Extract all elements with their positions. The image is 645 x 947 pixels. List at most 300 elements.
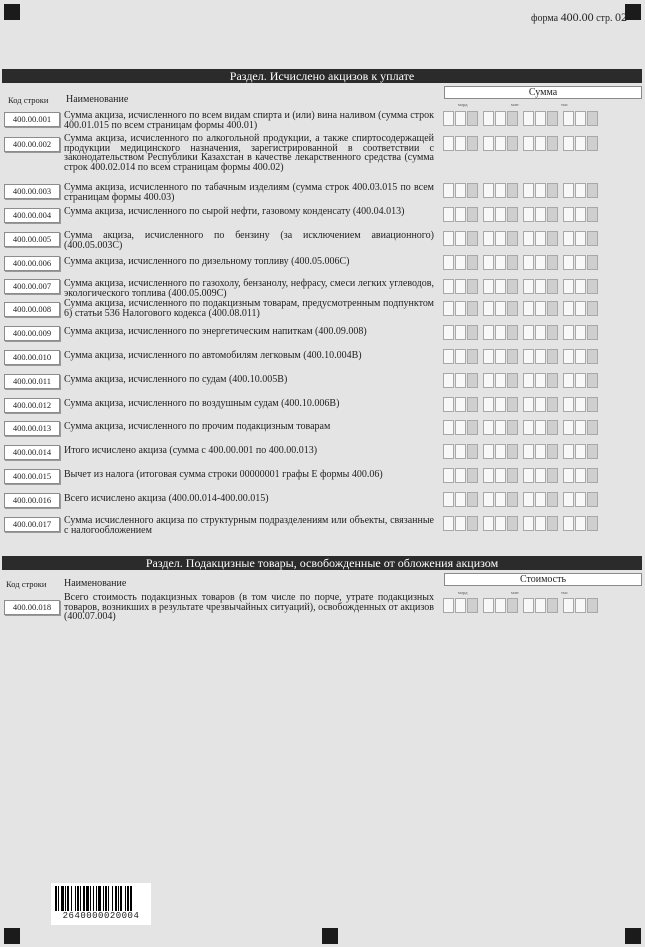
amount-digit-cell[interactable] xyxy=(563,516,574,531)
row-code: 400.00.011 xyxy=(4,374,60,389)
amount-digit-cell[interactable] xyxy=(495,468,506,483)
amount-digit-cell[interactable] xyxy=(507,231,518,246)
amount-digit-cell[interactable] xyxy=(483,598,494,613)
amount-digit-cell[interactable] xyxy=(563,349,574,364)
amount-digit-cell[interactable] xyxy=(575,598,586,613)
amount-digit-cell[interactable] xyxy=(467,183,478,198)
amount-digit-cell[interactable] xyxy=(547,325,558,340)
amount-digit-cell[interactable] xyxy=(547,207,558,222)
amount-digit-cell[interactable] xyxy=(587,207,598,222)
amount-digit-cell[interactable] xyxy=(547,468,558,483)
amount-digit-cell[interactable] xyxy=(587,301,598,316)
amount-digit-cell[interactable] xyxy=(455,492,466,507)
amount-digit-cell[interactable] xyxy=(575,301,586,316)
amount-digit-cell[interactable] xyxy=(467,373,478,388)
section1-units xyxy=(444,102,640,109)
corner-marker-bottom-left xyxy=(4,928,20,944)
barcode-bar xyxy=(71,886,72,911)
barcode-number: 2640000020004 xyxy=(62,911,140,921)
form-number: 400.00 xyxy=(560,10,594,24)
amount-digit-cell[interactable] xyxy=(507,444,518,459)
amount-digit-cell[interactable] xyxy=(575,444,586,459)
barcode-bar xyxy=(103,886,104,911)
amount-digit-cell[interactable] xyxy=(587,136,598,151)
amount-digit-cell[interactable] xyxy=(563,373,574,388)
amount-digit-cell[interactable] xyxy=(455,183,466,198)
amount-input-cells[interactable] xyxy=(443,397,599,413)
amount-digit-cell[interactable] xyxy=(467,325,478,340)
row-description: Итого исчислено акциза (сумма с 400.00.001 по 400.00.013) xyxy=(64,445,318,456)
amount-digit-cell[interactable] xyxy=(443,279,454,294)
amount-digit-cell[interactable] xyxy=(495,420,506,435)
amount-digit-cell[interactable] xyxy=(455,349,466,364)
amount-digit-cell[interactable] xyxy=(535,492,546,507)
amount-digit-cell[interactable] xyxy=(443,136,454,151)
section2-code-header: Код строки xyxy=(6,579,47,589)
amount-digit-cell[interactable] xyxy=(587,492,598,507)
amount-digit-cell[interactable] xyxy=(495,492,506,507)
amount-digit-cell[interactable] xyxy=(547,111,558,126)
amount-digit-cell[interactable] xyxy=(587,183,598,198)
amount-digit-cell[interactable] xyxy=(483,111,494,126)
amount-input-cells[interactable] xyxy=(443,136,599,152)
amount-digit-cell[interactable] xyxy=(587,325,598,340)
amount-digit-cell[interactable] xyxy=(443,420,454,435)
amount-digit-cell[interactable] xyxy=(563,231,574,246)
amount-digit-cell[interactable] xyxy=(455,231,466,246)
amount-digit-cell[interactable] xyxy=(575,492,586,507)
amount-digit-cell[interactable] xyxy=(455,279,466,294)
amount-digit-cell[interactable] xyxy=(467,301,478,316)
amount-digit-cell[interactable] xyxy=(443,207,454,222)
barcode-bar xyxy=(127,886,129,911)
amount-input-cells[interactable] xyxy=(443,444,599,460)
amount-digit-cell[interactable] xyxy=(455,111,466,126)
amount-digit-cell[interactable] xyxy=(495,598,506,613)
amount-digit-cell[interactable] xyxy=(563,255,574,270)
amount-digit-cell[interactable] xyxy=(547,598,558,613)
amount-digit-cell[interactable] xyxy=(455,255,466,270)
row-code: 400.00.004 xyxy=(4,208,60,223)
amount-digit-cell[interactable] xyxy=(443,301,454,316)
amount-input-cells[interactable] xyxy=(443,255,599,271)
amount-input-cells[interactable] xyxy=(443,301,599,317)
amount-digit-cell[interactable] xyxy=(575,397,586,412)
amount-digit-cell[interactable] xyxy=(575,516,586,531)
amount-digit-cell[interactable] xyxy=(547,420,558,435)
amount-digit-cell[interactable] xyxy=(523,301,534,316)
amount-digit-cell[interactable] xyxy=(547,136,558,151)
amount-digit-cell[interactable] xyxy=(495,301,506,316)
amount-digit-cell[interactable] xyxy=(535,349,546,364)
barcode-bar xyxy=(98,886,101,911)
amount-digit-cell[interactable] xyxy=(467,111,478,126)
amount-digit-cell[interactable] xyxy=(535,516,546,531)
amount-digit-cell[interactable] xyxy=(575,136,586,151)
amount-digit-cell[interactable] xyxy=(523,279,534,294)
amount-digit-cell[interactable] xyxy=(535,111,546,126)
amount-digit-cell[interactable] xyxy=(563,183,574,198)
amount-digit-cell[interactable] xyxy=(455,468,466,483)
barcode-bar xyxy=(96,886,97,911)
amount-digit-cell[interactable] xyxy=(507,349,518,364)
amount-digit-cell[interactable] xyxy=(575,111,586,126)
amount-digit-cell[interactable] xyxy=(563,420,574,435)
amount-digit-cell[interactable] xyxy=(523,183,534,198)
amount-digit-cell[interactable] xyxy=(563,207,574,222)
amount-digit-cell[interactable] xyxy=(443,373,454,388)
row-code: 400.00.015 xyxy=(4,469,60,484)
amount-digit-cell[interactable] xyxy=(563,111,574,126)
amount-digit-cell[interactable] xyxy=(563,468,574,483)
row-description: Сумма акциза, исчисленного по сырой нефти, газовому конденсату (400.04.013) xyxy=(64,206,405,217)
amount-digit-cell[interactable] xyxy=(587,516,598,531)
row-code: 400.00.007 xyxy=(4,279,60,294)
amount-digit-cell[interactable] xyxy=(575,325,586,340)
amount-digit-cell[interactable] xyxy=(507,598,518,613)
amount-digit-cell[interactable] xyxy=(535,231,546,246)
barcode-bar xyxy=(67,886,69,911)
amount-digit-cell[interactable] xyxy=(535,325,546,340)
unit-thousand: тыс xyxy=(561,102,568,107)
amount-digit-cell[interactable] xyxy=(587,231,598,246)
amount-digit-cell[interactable] xyxy=(455,420,466,435)
amount-digit-cell[interactable] xyxy=(535,301,546,316)
amount-digit-cell[interactable] xyxy=(523,598,534,613)
amount-digit-cell[interactable] xyxy=(547,373,558,388)
amount-digit-cell[interactable] xyxy=(483,255,494,270)
amount-input-cells[interactable] xyxy=(443,492,599,508)
amount-digit-cell[interactable] xyxy=(547,255,558,270)
amount-digit-cell[interactable] xyxy=(523,325,534,340)
barcode-bar xyxy=(83,886,85,911)
amount-digit-cell[interactable] xyxy=(575,468,586,483)
amount-digit-cell[interactable] xyxy=(483,492,494,507)
amount-digit-cell[interactable] xyxy=(443,516,454,531)
amount-digit-cell[interactable] xyxy=(587,468,598,483)
amount-digit-cell[interactable] xyxy=(507,492,518,507)
amount-digit-cell[interactable] xyxy=(483,516,494,531)
section2-name-header: Наименование xyxy=(64,578,127,589)
amount-digit-cell[interactable] xyxy=(443,444,454,459)
row-code: 400.00.009 xyxy=(4,326,60,341)
amount-digit-cell[interactable] xyxy=(443,255,454,270)
barcode-bar xyxy=(65,886,66,911)
amount-digit-cell[interactable] xyxy=(467,420,478,435)
corner-marker-top-right xyxy=(625,4,641,20)
row-description: Сумма акциза, исчисленного по прочим подакцизным товарам xyxy=(64,421,331,432)
section1-name-header: Наименование xyxy=(66,94,129,105)
amount-digit-cell[interactable] xyxy=(575,373,586,388)
barcode-bar xyxy=(130,886,132,911)
amount-digit-cell[interactable] xyxy=(587,598,598,613)
amount-digit-cell[interactable] xyxy=(535,207,546,222)
row-code: 400.00.014 xyxy=(4,445,60,460)
amount-digit-cell[interactable] xyxy=(483,207,494,222)
amount-digit-cell[interactable] xyxy=(507,420,518,435)
amount-digit-cell[interactable] xyxy=(443,349,454,364)
amount-digit-cell[interactable] xyxy=(483,183,494,198)
amount-digit-cell[interactable] xyxy=(587,111,598,126)
amount-digit-cell[interactable] xyxy=(455,325,466,340)
amount-digit-cell[interactable] xyxy=(547,397,558,412)
amount-digit-cell[interactable] xyxy=(495,255,506,270)
amount-digit-cell[interactable] xyxy=(507,301,518,316)
row-code: 400.00.016 xyxy=(4,493,60,508)
amount-digit-cell[interactable] xyxy=(535,136,546,151)
amount-digit-cell[interactable] xyxy=(455,207,466,222)
amount-digit-cell[interactable] xyxy=(507,183,518,198)
row-description: Сумма акциза, исчисленного по автомобилям легковым (400.10.004B) xyxy=(64,350,362,361)
amount-digit-cell[interactable] xyxy=(575,279,586,294)
amount-input-cells[interactable] xyxy=(443,516,599,532)
amount-digit-cell[interactable] xyxy=(523,516,534,531)
section2-units xyxy=(444,590,640,597)
barcode-bar xyxy=(55,886,57,911)
amount-digit-cell[interactable] xyxy=(575,349,586,364)
amount-input-cells[interactable] xyxy=(443,468,599,484)
amount-digit-cell[interactable] xyxy=(467,207,478,222)
row-code: 400.00.003 xyxy=(4,184,60,199)
amount-digit-cell[interactable] xyxy=(455,136,466,151)
amount-digit-cell[interactable] xyxy=(467,468,478,483)
amount-digit-cell[interactable] xyxy=(483,231,494,246)
unit-million: млн xyxy=(511,102,519,107)
amount-digit-cell[interactable] xyxy=(523,136,534,151)
amount-digit-cell[interactable] xyxy=(587,420,598,435)
barcode-bar xyxy=(125,886,126,911)
amount-digit-cell[interactable] xyxy=(495,349,506,364)
amount-digit-cell[interactable] xyxy=(507,397,518,412)
amount-digit-cell[interactable] xyxy=(563,598,574,613)
row-code: 400.00.005 xyxy=(4,232,60,247)
corner-marker-top-left xyxy=(4,4,20,20)
amount-digit-cell[interactable] xyxy=(587,444,598,459)
amount-input-cells[interactable] xyxy=(443,420,599,436)
amount-digit-cell[interactable] xyxy=(535,468,546,483)
amount-digit-cell[interactable] xyxy=(495,183,506,198)
amount-digit-cell[interactable] xyxy=(575,420,586,435)
amount-digit-cell[interactable] xyxy=(467,598,478,613)
amount-digit-cell[interactable] xyxy=(495,207,506,222)
amount-digit-cell[interactable] xyxy=(443,183,454,198)
amount-digit-cell[interactable] xyxy=(547,183,558,198)
amount-digit-cell[interactable] xyxy=(467,136,478,151)
amount-digit-cell[interactable] xyxy=(575,255,586,270)
row-description: Сумма акциза, исчисленного по подакцизным товарам, предусмотренным подпунктом 6) статьи 536 Налогового кодекса (400.08.011) xyxy=(64,298,434,319)
amount-digit-cell[interactable] xyxy=(495,397,506,412)
row-code: 400.00.008 xyxy=(4,302,60,317)
amount-digit-cell[interactable] xyxy=(483,444,494,459)
amount-input-cells[interactable] xyxy=(443,279,599,295)
amount-digit-cell[interactable] xyxy=(535,279,546,294)
amount-digit-cell[interactable] xyxy=(523,492,534,507)
barcode-bar xyxy=(118,886,119,911)
amount-digit-cell[interactable] xyxy=(587,255,598,270)
row-description: Вычет из налога (итоговая сумма строки 00000001 графы E формы 400.06) xyxy=(64,469,383,480)
amount-digit-cell[interactable] xyxy=(455,397,466,412)
amount-digit-cell[interactable] xyxy=(523,207,534,222)
amount-digit-cell[interactable] xyxy=(535,183,546,198)
barcode-bar xyxy=(105,886,107,911)
amount-input-cells[interactable] xyxy=(443,349,599,365)
amount-digit-cell[interactable] xyxy=(523,373,534,388)
amount-digit-cell[interactable] xyxy=(483,136,494,151)
amount-digit-cell[interactable] xyxy=(523,420,534,435)
amount-digit-cell[interactable] xyxy=(523,231,534,246)
amount-digit-cell[interactable] xyxy=(467,255,478,270)
section2-value-header: Стоимость xyxy=(444,573,642,586)
barcode-bar xyxy=(75,886,76,911)
amount-digit-cell[interactable] xyxy=(507,516,518,531)
amount-digit-cell[interactable] xyxy=(563,444,574,459)
amount-digit-cell[interactable] xyxy=(455,301,466,316)
amount-digit-cell[interactable] xyxy=(467,444,478,459)
amount-digit-cell[interactable] xyxy=(523,255,534,270)
amount-digit-cell[interactable] xyxy=(495,373,506,388)
amount-digit-cell[interactable] xyxy=(523,468,534,483)
section1-title: Раздел. Исчислено акцизов к уплате xyxy=(2,69,642,83)
amount-digit-cell[interactable] xyxy=(563,325,574,340)
amount-digit-cell[interactable] xyxy=(507,279,518,294)
page-label: стр. xyxy=(596,13,613,24)
amount-digit-cell[interactable] xyxy=(483,301,494,316)
barcode-bar xyxy=(61,886,64,911)
amount-digit-cell[interactable] xyxy=(507,136,518,151)
amount-digit-cell[interactable] xyxy=(467,397,478,412)
amount-digit-cell[interactable] xyxy=(563,492,574,507)
row-code: 400.00.013 xyxy=(4,421,60,436)
barcode-bar xyxy=(120,886,122,911)
amount-digit-cell[interactable] xyxy=(547,349,558,364)
amount-digit-cell[interactable] xyxy=(563,136,574,151)
page-number: 02 xyxy=(615,10,627,24)
amount-digit-cell[interactable] xyxy=(587,373,598,388)
amount-digit-cell[interactable] xyxy=(495,231,506,246)
section2-title: Раздел. Подакцизные товары, освобожденные от обложения акцизом xyxy=(2,556,642,570)
amount-digit-cell[interactable] xyxy=(483,279,494,294)
amount-digit-cell[interactable] xyxy=(467,279,478,294)
amount-input-cells[interactable] xyxy=(443,325,599,341)
amount-digit-cell[interactable] xyxy=(443,468,454,483)
row-code: 400.00.010 xyxy=(4,350,60,365)
amount-digit-cell[interactable] xyxy=(455,444,466,459)
amount-digit-cell[interactable] xyxy=(483,373,494,388)
section1-code-header: Код строки xyxy=(8,95,49,105)
amount-digit-cell[interactable] xyxy=(467,516,478,531)
row-code: 400.00.002 xyxy=(4,137,60,152)
amount-digit-cell[interactable] xyxy=(547,231,558,246)
amount-digit-cell[interactable] xyxy=(535,598,546,613)
amount-digit-cell[interactable] xyxy=(443,598,454,613)
amount-digit-cell[interactable] xyxy=(507,255,518,270)
amount-digit-cell[interactable] xyxy=(455,598,466,613)
amount-digit-cell[interactable] xyxy=(523,349,534,364)
amount-input-cells[interactable] xyxy=(443,231,599,247)
amount-digit-cell[interactable] xyxy=(495,279,506,294)
amount-digit-cell[interactable] xyxy=(507,373,518,388)
row-description: Сумма акциза, исчисленного по всем видам спирта и (или) вина наливом (сумма строк 400.01.015 по всем страницам формы 400.01) xyxy=(64,110,434,131)
row-description: Сумма акциза, исчисленного по бензину (за исключением авиационного) (400.05.003C) xyxy=(64,230,434,251)
amount-digit-cell[interactable] xyxy=(467,231,478,246)
amount-digit-cell[interactable] xyxy=(443,111,454,126)
barcode-bar xyxy=(108,886,109,911)
amount-digit-cell[interactable] xyxy=(443,231,454,246)
amount-digit-cell[interactable] xyxy=(483,468,494,483)
amount-digit-cell[interactable] xyxy=(587,397,598,412)
amount-digit-cell[interactable] xyxy=(523,111,534,126)
amount-digit-cell[interactable] xyxy=(483,349,494,364)
amount-digit-cell[interactable] xyxy=(455,373,466,388)
amount-digit-cell[interactable] xyxy=(575,207,586,222)
amount-digit-cell[interactable] xyxy=(483,420,494,435)
amount-digit-cell[interactable] xyxy=(467,492,478,507)
form-label: форма xyxy=(531,13,559,24)
amount-digit-cell[interactable] xyxy=(547,279,558,294)
amount-digit-cell[interactable] xyxy=(495,111,506,126)
amount-digit-cell[interactable] xyxy=(467,349,478,364)
amount-digit-cell[interactable] xyxy=(507,111,518,126)
amount-digit-cell[interactable] xyxy=(443,325,454,340)
row-description: Сумма исчисленного акциза по структурным подразделениям или объекты, связанные с налогообложением xyxy=(64,515,434,536)
barcode-bar xyxy=(86,886,89,911)
amount-digit-cell[interactable] xyxy=(535,373,546,388)
amount-digit-cell[interactable] xyxy=(535,255,546,270)
amount-digit-cell[interactable] xyxy=(507,207,518,222)
amount-digit-cell[interactable] xyxy=(483,397,494,412)
amount-input-cells[interactable] xyxy=(443,111,599,127)
amount-digit-cell[interactable] xyxy=(495,444,506,459)
row-description: Сумма акциза, исчисленного по воздушным судам (400.10.006B) xyxy=(64,398,340,409)
amount-digit-cell[interactable] xyxy=(507,468,518,483)
amount-digit-cell[interactable] xyxy=(507,325,518,340)
amount-input-cells[interactable] xyxy=(443,598,599,614)
row-code: 400.00.006 xyxy=(4,256,60,271)
amount-digit-cell[interactable] xyxy=(575,183,586,198)
amount-digit-cell[interactable] xyxy=(483,325,494,340)
amount-digit-cell[interactable] xyxy=(547,516,558,531)
amount-digit-cell[interactable] xyxy=(587,349,598,364)
amount-input-cells[interactable] xyxy=(443,183,599,199)
amount-digit-cell[interactable] xyxy=(547,301,558,316)
amount-digit-cell[interactable] xyxy=(495,516,506,531)
amount-digit-cell[interactable] xyxy=(587,279,598,294)
amount-digit-cell[interactable] xyxy=(575,231,586,246)
amount-digit-cell[interactable] xyxy=(547,444,558,459)
amount-input-cells[interactable] xyxy=(443,207,599,223)
unit-thousand: тыс xyxy=(561,590,568,595)
amount-digit-cell[interactable] xyxy=(547,492,558,507)
amount-digit-cell[interactable] xyxy=(523,444,534,459)
barcode-bars xyxy=(55,886,147,911)
amount-digit-cell[interactable] xyxy=(563,279,574,294)
row-description: Всего исчислено акциза (400.00.014-400.00.015) xyxy=(64,493,269,504)
amount-digit-cell[interactable] xyxy=(455,516,466,531)
amount-digit-cell[interactable] xyxy=(443,397,454,412)
barcode-bar xyxy=(93,886,94,911)
amount-digit-cell[interactable] xyxy=(495,136,506,151)
amount-digit-cell[interactable] xyxy=(523,397,534,412)
amount-digit-cell[interactable] xyxy=(535,397,546,412)
amount-digit-cell[interactable] xyxy=(443,492,454,507)
row-description: Сумма акциза, исчисленного по судам (400.10.005B) xyxy=(64,374,288,385)
amount-digit-cell[interactable] xyxy=(535,420,546,435)
amount-input-cells[interactable] xyxy=(443,373,599,389)
amount-digit-cell[interactable] xyxy=(495,325,506,340)
amount-digit-cell[interactable] xyxy=(563,397,574,412)
amount-digit-cell[interactable] xyxy=(563,301,574,316)
amount-digit-cell[interactable] xyxy=(535,444,546,459)
